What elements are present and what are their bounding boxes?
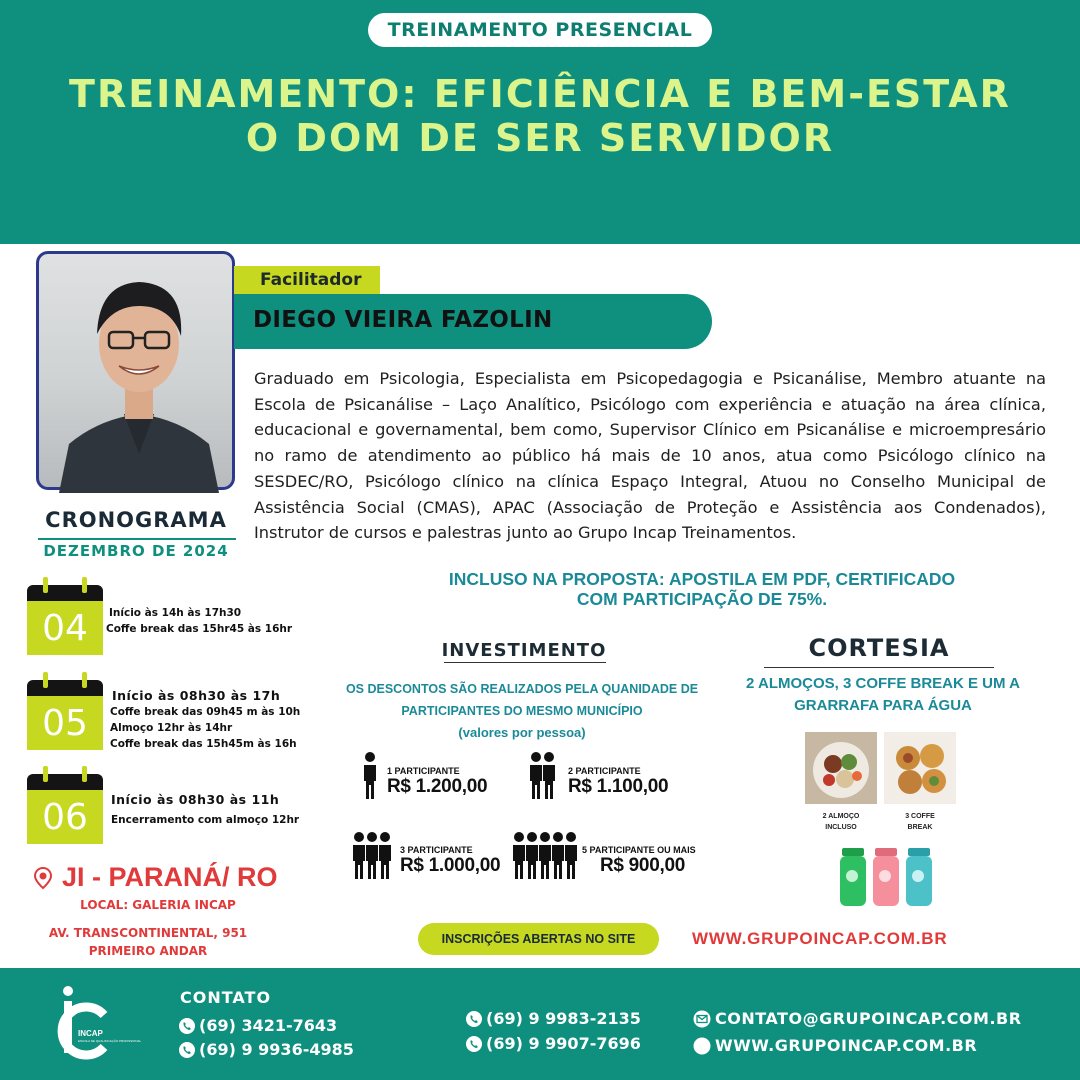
schedule-day-details [110, 688, 300, 752]
courtesy-divider [764, 667, 994, 668]
mail-icon [692, 1010, 712, 1028]
coffee-break-image [884, 732, 956, 804]
website-link[interactable]: WWW.GRUPOINCAP.COM.BR [692, 929, 948, 948]
schedule-line: Almoço 12hr às 14hr [110, 722, 233, 734]
person-figure [543, 752, 555, 799]
caption-line: BREAK [907, 824, 933, 831]
page-title: TREINAMENTO: EFICIÊNCIA E BEM-ESTAR O DOM DE SER SERVIDOR [69, 72, 1011, 160]
schedule-line: Coffe break das 09h45 m às 10h [110, 706, 301, 718]
incap-logo [58, 985, 142, 1063]
training-type-badge: TREINAMENTO PRESENCIAL [368, 13, 712, 47]
schedule-divider [38, 538, 236, 540]
facilitator-bio: Graduado em Psicologia, Especialista em Psicopedagogia e Psicanálise, Membro atuante na Escola de Psicanálise – Laço Analítico, Psicólogo com experiência e atuação na área clínica, educacional e governamental, bem como, Supervisor Clínico em Psicanálise e microempresário no ramo de atendimento ao público há mais de 10 anos, atua como Psicólogo clínico na SESDEC/RO, Psicólogo clínico na clínica Espaço Integral, Atuou no Conselho Municipal de Assistência Social (CMAS), APAC (Associação de Proteção e Assistência aos Condenados), Instrutor de cursos e palestras junto ao Grupo Incap Treinamentos. [254, 369, 1046, 543]
tier-price: R$ 1.200,00 [387, 776, 488, 797]
phone-contact[interactable] [465, 1034, 641, 1053]
calendar-icon [27, 766, 103, 846]
water-bottles-image [838, 846, 936, 908]
calendar-icon [27, 577, 103, 657]
event-city: JI - PARANÁ/ RO [62, 862, 278, 892]
website-address: WWW.GRUPOINCAP.COM.BR [715, 1036, 978, 1055]
lunch-image [805, 732, 877, 804]
person-figure [364, 752, 376, 799]
facilitator-name: DIEGO VIEIRA FAZOLIN [253, 307, 553, 333]
caption-line: INCLUSO [825, 824, 857, 831]
logo-subtitle: ESCOLA DE QUALIFICAÇÃO PROFISSIONAL [78, 1039, 142, 1043]
registration-button[interactable]: INSCRIÇÕES ABERTAS NO SITE [418, 923, 659, 955]
schedule-line: Encerramento com almoço 12hr [111, 814, 300, 826]
schedule-month: DEZEMBRO DE 2024 [43, 542, 229, 560]
event-address [36, 924, 260, 960]
investment-description [320, 678, 724, 744]
calendar-day: 06 [42, 797, 88, 838]
facilitator-photo [36, 251, 235, 490]
person-figure [353, 832, 365, 879]
person-figure [366, 832, 378, 879]
calendar-icon [27, 672, 103, 752]
schedule-title: CRONOGRAMA [45, 508, 227, 532]
phone-number: (69) 9 9907-7696 [486, 1034, 641, 1053]
phone-number: (69) 9 9936-4985 [199, 1040, 354, 1059]
calendar-day: 04 [42, 608, 88, 649]
courtesy-desc-line: GRARRAFA PARA ÁGUA [794, 697, 972, 714]
contact-label: CONTATO [180, 988, 272, 1007]
website-contact[interactable] [692, 1036, 977, 1055]
schedule-line: Coffe break das 15hr45 às 16hr [106, 623, 293, 635]
phone-number: (69) 9 9983-2135 [486, 1009, 641, 1028]
phone-contact[interactable] [465, 1009, 641, 1028]
tier-label: 2 PARTICIPANTE [568, 766, 641, 776]
people-icon [352, 831, 398, 879]
address-line: AV. TRANSCONTINENTAL, 951 [48, 926, 248, 940]
tier-label: 5 PARTICIPANTE OU MAIS [582, 845, 696, 855]
whatsapp-icon [465, 1010, 483, 1028]
person-figure [526, 832, 538, 879]
included-line: INCLUSO NA PROPOSTA: APOSTILA EM PDF, CERTIFICADO [448, 569, 956, 589]
person-figure [552, 832, 564, 879]
globe-icon [692, 1037, 712, 1055]
caption-line: 3 COFFE [905, 813, 935, 820]
person-icon [363, 751, 385, 799]
phone-number: (69) 3421-7643 [199, 1016, 338, 1035]
schedule-line: Coffe break das 15h45m às 16h [110, 738, 297, 750]
tier-price: R$ 900,00 [600, 855, 685, 876]
investment-desc-line: PARTICIPANTES DO MESMO MUNICÍPIO [401, 704, 643, 718]
included-items [400, 569, 1004, 609]
schedule-line: Início às 14h às 17h30 [109, 607, 242, 619]
schedule-day-details [106, 605, 293, 637]
schedule-line: Início às 08h30 às 17h [112, 688, 281, 703]
caption-line: 2 ALMOÇO [822, 813, 860, 820]
investment-divider [444, 662, 606, 663]
courtesy-description [720, 673, 1046, 717]
people-icon [512, 831, 580, 879]
person-figure [530, 752, 542, 799]
whatsapp-icon [178, 1017, 196, 1035]
address-line: PRIMEIRO ANDAR [88, 944, 208, 958]
included-line: COM PARTICIPAÇÃO DE 75%. [576, 589, 828, 609]
investment-title: INVESTIMENTO [441, 640, 607, 661]
facilitator-label: Facilitador [234, 266, 380, 294]
whatsapp-icon [178, 1041, 196, 1059]
event-venue: LOCAL: GALERIA INCAP [80, 898, 236, 912]
person-figure [513, 832, 525, 879]
people-icon [529, 751, 563, 799]
investment-desc-line: OS DESCONTOS SÃO REALIZADOS PELA QUANIDADE DE [345, 682, 699, 696]
schedule-day-details [111, 790, 299, 830]
courtesy-caption [885, 811, 955, 833]
investment-desc-line: (valores por pessoa) [458, 725, 586, 740]
whatsapp-icon [465, 1035, 483, 1053]
tier-label: 3 PARTICIPANTE [400, 845, 473, 855]
email-address: CONTATO@GRUPOINCAP.COM.BR [715, 1009, 1022, 1028]
logo-text: INCAP [78, 1029, 103, 1038]
phone-contact[interactable] [178, 1016, 337, 1035]
courtesy-caption [806, 811, 876, 833]
courtesy-desc-line: 2 ALMOÇOS, 3 COFFE BREAK E UM A [746, 675, 1020, 692]
email-contact[interactable] [692, 1009, 1022, 1028]
schedule-line: Início às 08h30 às 11h [111, 792, 280, 807]
phone-contact[interactable] [178, 1040, 354, 1059]
tier-price: R$ 1.100,00 [568, 776, 669, 797]
courtesy-title: CORTESIA [808, 634, 950, 662]
calendar-day: 05 [42, 703, 88, 744]
tier-price: R$ 1.000,00 [400, 855, 501, 876]
person-figure [379, 832, 391, 879]
person-figure [565, 832, 577, 879]
location-pin-icon [34, 867, 52, 889]
tier-label: 1 PARTICIPANTE [387, 766, 460, 776]
person-figure [539, 832, 551, 879]
